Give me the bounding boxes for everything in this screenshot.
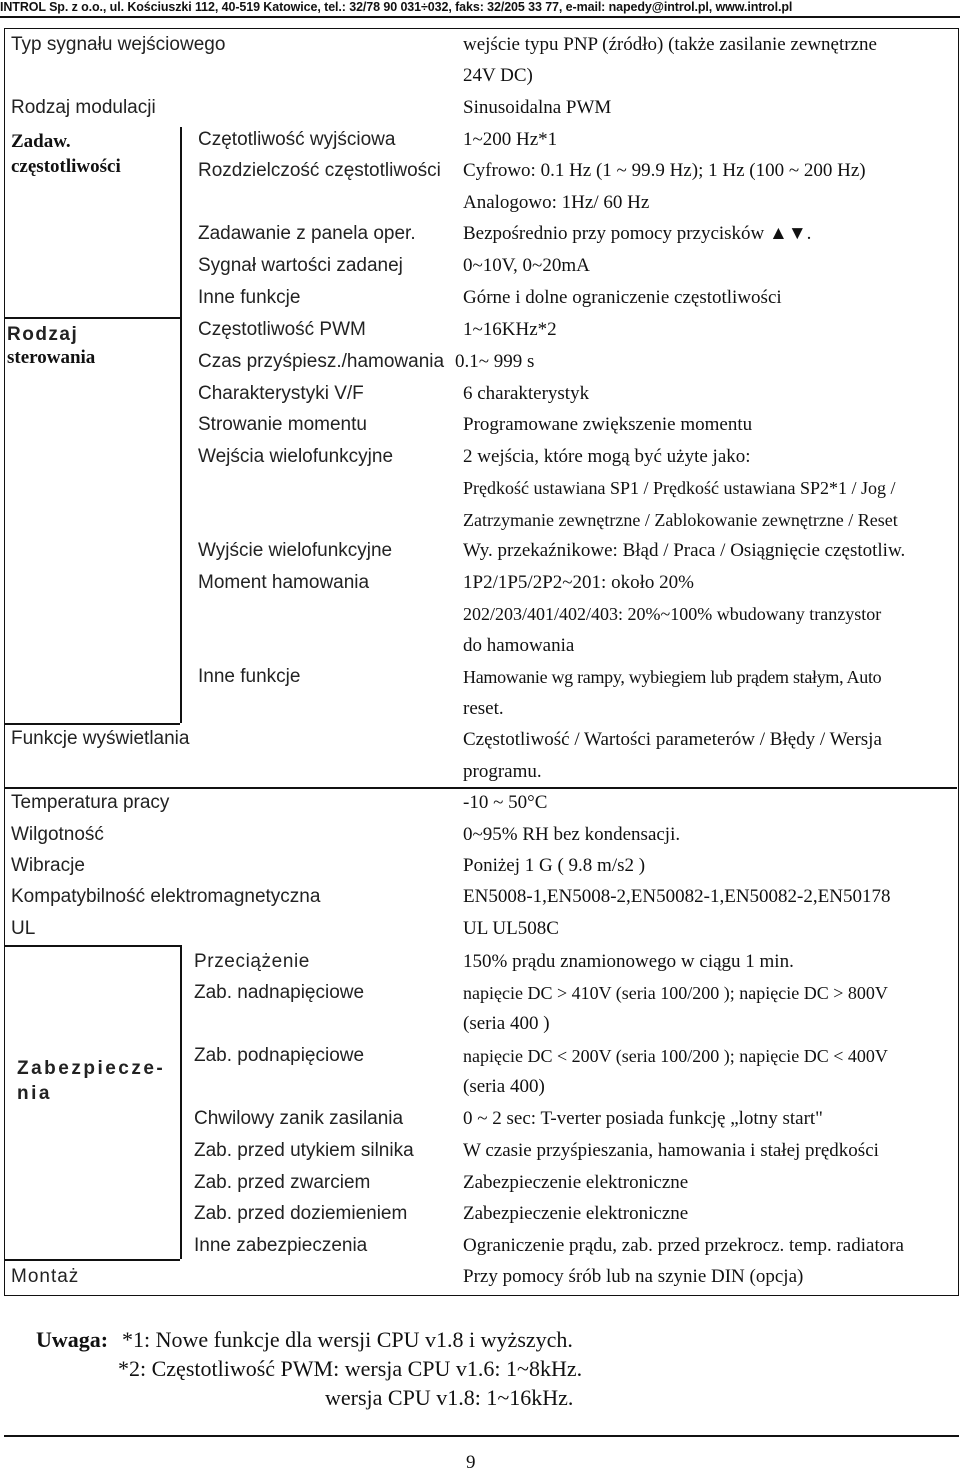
value-inputs-line3: Zatrzymanie zewnętrzne / Zablokowanie zewnętrzne / Reset	[463, 510, 898, 530]
value-other-functions-2-line1: Hamowanie wg rampy, wybiegiem lub prądem stałym, Auto	[463, 667, 882, 687]
footer-rule	[4, 1435, 959, 1437]
sublabel-panel-setting: Zadawanie z panela oper.	[198, 223, 416, 244]
label-signal-type: Typ sygnału wejściowego	[11, 34, 226, 55]
sublabel-stall-protection: Zab. przed utykiem silnika	[194, 1140, 414, 1161]
value-vibration: Poniżej 1 G ( 9.8 m/s2 )	[463, 855, 646, 876]
sublabel-short-circuit: Zab. przed zwarciem	[194, 1172, 371, 1193]
value-display-line1: Częstotliwość / Wartości parameterów / Błędy / Wersja	[463, 729, 882, 750]
value-inputs-line2: Prędkość ustawiana SP1 / Prędkość ustawiana SP2*1 / Jog /	[463, 478, 896, 498]
label-display-functions: Funkcje wyświetlania	[11, 728, 190, 749]
value-other-functions-2-line2: reset.	[463, 698, 504, 719]
value-temperature: -10 ~ 50°C	[463, 792, 548, 813]
value-resolution-digital: Cyfrowo: 0.1 Hz (1 ~ 99.9 Hz); 1 Hz (100 ~ 200 Hz)	[463, 160, 866, 181]
sublabel-overload: Przeciążenie	[194, 951, 310, 972]
sublabel-torque-control: Strowanie momentu	[198, 414, 367, 435]
value-signal-type: wejście typu PNP (źródło) (także zasilanie zewnętrzne	[463, 34, 877, 55]
sublabel-other-functions: Inne funkcje	[198, 287, 301, 308]
value-humidity: 0~95% RH bez kondensacji.	[463, 824, 681, 845]
label-freq-setting: Zadaw.	[11, 131, 71, 152]
sublabel-power-loss: Chwilowy zanik zasilania	[194, 1108, 404, 1129]
value-vf-characteristics: 6 charakterystyk	[463, 383, 590, 404]
label-modulation: Rodzaj modulacji	[11, 97, 156, 118]
divider-temperature	[5, 787, 957, 789]
value-overvoltage-line2: (seria 400 )	[463, 1013, 550, 1034]
value-undervoltage-line1: napięcie DC < 200V (seria 100/200 ); napięcie DC < 400V	[463, 1046, 888, 1066]
value-overload: 150% prądu znamionowego w ciągu 1 min.	[463, 951, 794, 972]
value-mounting: Przy pomocy śrób lub na szynie DIN (opcja)	[463, 1266, 804, 1287]
value-output-frequency: 1~200 Hz*1	[463, 129, 558, 150]
sublabel-multifunction-output: Wyjście wielofunkcyjne	[198, 540, 393, 561]
value-overvoltage-line1: napięcie DC > 410V (seria 100/200 ); napięcie DC > 800V	[463, 983, 888, 1003]
sublabel-output-frequency: Czętotliwość wyjściowa	[198, 129, 396, 150]
value-accel-decel-time: 0.1~ 999 s	[455, 351, 535, 372]
sublabel-frequency-resolution: Rozdzielczość częstotliwości	[198, 160, 441, 181]
label-protections-2: nia	[17, 1083, 52, 1104]
value-signal-type-2: 24V DC)	[463, 65, 533, 86]
sublabel-vf-characteristics: Charakterystyki V/F	[198, 383, 364, 404]
label-temperature: Temperatura pracy	[11, 792, 170, 813]
label-protections: Zabezpiecze-	[17, 1058, 166, 1079]
value-emc: EN5008-1,EN5008-2,EN50082-1,EN50082-2,EN50178	[463, 886, 891, 907]
label-humidity: Wilgotność	[11, 824, 104, 845]
divider-protection-top	[5, 945, 180, 947]
value-resolution-analog: Analogowo: 1Hz/ 60 Hz	[463, 192, 650, 213]
value-ul: UL UL508C	[463, 918, 559, 939]
value-setpoint-signal: 0~10V, 0~20mA	[463, 255, 590, 276]
sublabel-overvoltage: Zab. nadnapięciowe	[194, 982, 365, 1003]
value-short-circuit: Zabezpieczenie elektroniczne	[463, 1172, 689, 1193]
note-2: *2: Częstotliwość PWM: wersja CPU v1.6: 1~8kHz.	[118, 1356, 583, 1381]
sublabel-other-functions-2: Inne funkcje	[198, 666, 301, 687]
sublabel-setpoint-signal: Sygnał wartości zadanej	[198, 255, 403, 276]
value-modulation: Sinusoidalna PWM	[463, 97, 612, 118]
value-other-functions: Górne i dolne ograniczenie częstotliwości	[463, 287, 782, 308]
label-ul: UL	[11, 918, 36, 939]
sublabel-ground-fault: Zab. przed doziemieniem	[194, 1203, 408, 1224]
value-stall-protection: W czasie przyśpieszania, hamowania i stałej prędkości	[463, 1140, 879, 1161]
label-control-type: Rodzaj	[7, 324, 79, 345]
company-header: INTROL Sp. z o.o., ul. Kościuszki 112, 40-519 Katowice, tel.: 32/78 90 031÷032, faks: 32/205 33 77, e-mail: napedy@introl.pl, www.introl.pl	[0, 0, 793, 14]
page-number: 9	[466, 1452, 476, 1473]
label-control-type-2: sterowania	[7, 347, 96, 368]
value-power-loss: 0 ~ 2 sec: T-verter posiada funkcję „lotny start"	[463, 1108, 823, 1129]
value-inputs-line1: 2 wejścia, które mogą być użyte jako:	[463, 446, 751, 467]
sublabel-braking-torque: Moment hamowania	[198, 572, 370, 593]
sub-column-divider	[180, 127, 182, 723]
sublabel-undervoltage: Zab. podnapięciowe	[194, 1045, 365, 1066]
value-panel-setting: Bezpośrednio przy pomocy przycisków ▲▼.	[463, 223, 812, 244]
label-mounting: Montaż	[11, 1266, 80, 1287]
value-ground-fault: Zabezpieczenie elektroniczne	[463, 1203, 689, 1224]
note-3: wersja CPU v1.8: 1~16kHz.	[325, 1385, 574, 1410]
value-pwm-frequency: 1~16KHz*2	[463, 319, 557, 340]
spec-table	[4, 28, 959, 1296]
label-vibration: Wibracje	[11, 855, 85, 876]
sublabel-accel-decel-time: Czas przyśpiesz./hamowania	[198, 351, 445, 372]
value-multifunction-output: Wy. przekaźnikowe: Błąd / Praca / Osiągnięcie częstotliw.	[463, 540, 906, 561]
label-freq-setting-2: częstotliwości	[11, 156, 121, 177]
divider-control	[5, 317, 180, 319]
notes-label: Uwaga:	[36, 1327, 109, 1352]
sublabel-pwm-frequency: Częstotliwość PWM	[198, 319, 366, 340]
sublabel-multifunction-inputs: Wejścia wielofunkcyjne	[198, 446, 394, 467]
divider-protection-bottom	[5, 1259, 180, 1261]
value-display-line2: programu.	[463, 761, 542, 782]
divider-display	[5, 723, 180, 725]
protection-column-divider	[180, 945, 182, 1259]
value-braking-line3: do hamowania	[463, 635, 575, 656]
value-torque-control: Programowane zwiększenie momentu	[463, 414, 753, 435]
value-braking-line2: 202/203/401/402/403: 20%~100% wbudowany tranzystor	[463, 604, 882, 624]
header-rule	[0, 16, 960, 18]
value-braking-line1: 1P2/1P5/2P2~201: około 20%	[463, 572, 694, 593]
sublabel-other-protections: Inne zabezpieczenia	[194, 1235, 368, 1256]
value-other-protections: Ograniczenie prądu, zab. przed przekrocz. temp. radiatora	[463, 1235, 904, 1256]
value-undervoltage-line2: (seria 400)	[463, 1076, 545, 1097]
note-1: *1: Nowe funkcje dla wersji CPU v1.8 i wyższych.	[122, 1327, 573, 1352]
label-emc: Kompatybilność elektromagnetyczna	[11, 886, 321, 907]
